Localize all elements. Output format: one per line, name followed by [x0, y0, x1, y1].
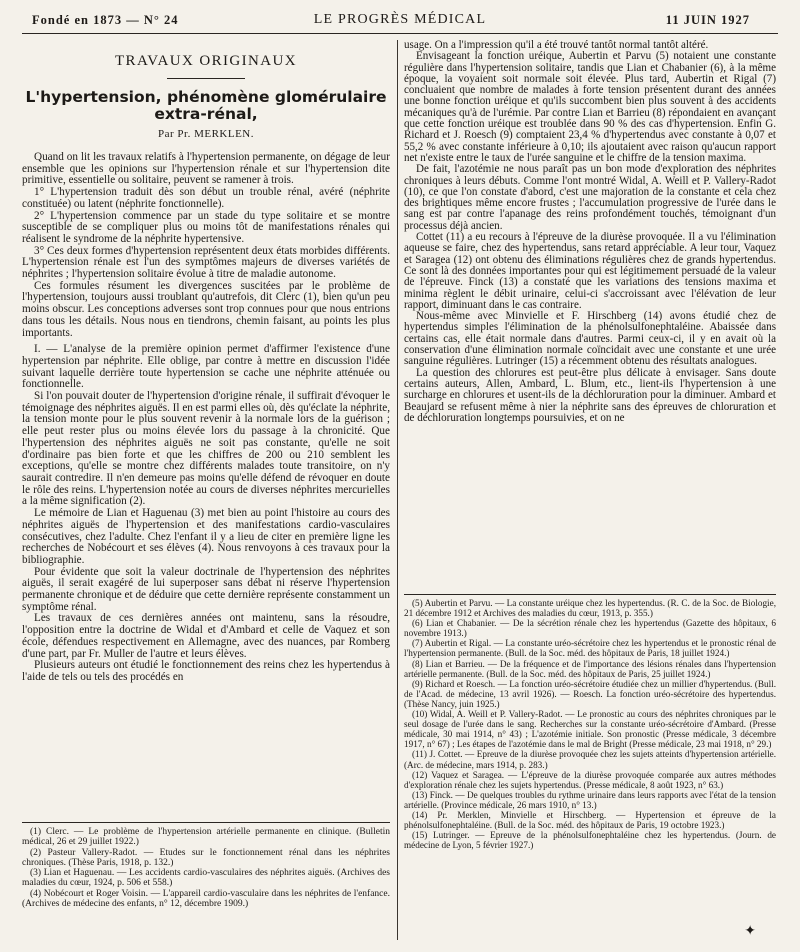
- left-footnotes: [22, 827, 390, 909]
- footnote: (15) Lutringer. — Epreuve de la phénolsulfonephtaléine chez les hypertendus. (Journ. de médecine de Lyon, 5 février 1927.): [404, 830, 776, 851]
- column-divider: [397, 40, 398, 940]
- paragraph: Le mémoire de Lian et Haguenau (3) met bien au point l'histoire au cours des néphrites aiguës de l'hypertension et des manifestations cardio-vasculaires consécutives, chez l'adulte. Chez l'enfant il y a lieu de citer en première ligne les recherches de Nobécourt et ses élèves (4). Nous renvoyons à ces travaux pour la bibliographie.: [22, 507, 390, 566]
- article-byline: Par Pr. MERKLEN.: [158, 128, 254, 140]
- paragraph: Pour évidente que soit la valeur doctrinale de l'hypertension des néphrites aiguës, il serait exagéré de lui superposer sans débat ni réserve l'hypertension permanente chronique et de déduire que cette dernière représente constamment un symptôme rénal.: [22, 565, 390, 613]
- paragraph: La question des chlorures est peut-être plus délicate à envisager. Sans doute certains auteurs, Allen, Ambard, L. Blum, etc., lient-ils l'hypertension à une surcharge en chlorures et usent-ils de la déchloruration pour la diminuer. Ambard et Beaujard se refusent même à nier la néphrite sans des épreuves de chloruration et de déchloruration longtemps poursuivies, et on ne: [404, 366, 776, 424]
- header-founded: Fondé en 1873 — N° 24: [32, 13, 179, 27]
- footnote: (13) Finck. — De quelques troubles du rythme urinaire dans leurs rapports avec l'état de la tension artérielle. (Province médicale, 26 mars 1910, n° 13.): [404, 789, 776, 810]
- paragraph: Nous-même avec Minvielle et F. Hirschberg (14) avons étudié chez de hypertendus simples l'élimination de la phénolsulfonephtaléine. Abaissée dans certains cas, elle était normale dans d'autres. Parmi ceux-ci, il y en avait où la conservation d'une élimination normale coïncidait avec une constante et une urée sanguine régulières. Lutringer (15) a récemment obtenu des résultats analogues.: [404, 310, 776, 368]
- paragraph: 2° L'hypertension commence par un stade du type solitaire et se montre susceptible de se compliquer plus ou moins tôt de manifestations rénales qui réalisent le syndrome de la néphrite hypertensive.: [22, 209, 390, 245]
- left-footnote-rule: [22, 822, 390, 823]
- footnote: (9) Richard et Roesch. — La fonction uréo-sécrétoire étudiée chez un millier d'hypertendus. (Bull. de l'Acad. de médecine, 13 avril 1926). — Roesch. La fonction uréo-sécrétoire des hypertendus. (Thèse Nancy, juin 1925.): [404, 678, 776, 709]
- page-header: [22, 10, 778, 32]
- footnote: (3) Lian et Haguenau. — Les accidents cardio-vasculaires des néphrites aiguës. (Archives des maladies du cœur, 1924, p. 506 et 558.): [22, 868, 390, 889]
- paragraph: Ces formules résument les divergences suscitées par le problème de l'hypertension, toujours aussi troublant qu'autrefois, dit Clerc (1), bien qu'un peu moins obscur. Les conceptions adverses sont trop connues pour que nous entrions dans tous les détails. Nous nous en tiendrons, chemin faisant, au points les plus importants.: [22, 279, 390, 339]
- header-date: 11 JUIN 1927: [665, 13, 750, 27]
- ornament-icon: ✦: [744, 924, 756, 939]
- paragraph: Si l'on pouvait douter de l'hypertension d'origine rénale, il suffirait d'évoquer le témoignage des néphrites aiguës. Il en est parmi elles où, dès qu'éclate la néphrite, la tension monte pour le plus souvent revenir à la normale lors de la guérison ; elle peut rester plus ou moins élevée lors du passage à la chronicité. Que l'hypertension des néphrites aiguës ne soit pas constante, qu'elle ne soit d'ordinaire pas bien forte et que les chiffres de 200 ou 210 semblent les exceptions, qu'elle se montre chez différents malades toute transitoire, on n'y saurait contredire. Il n'en demeure pas moins qu'elle défend de révoquer en doute le rôle des reins. L'hypertension notée au cours de diverses néphrites mercurielles a la même signification (2).: [22, 390, 390, 508]
- footnote: (4) Nobécourt et Roger Voisin. — L'appareil cardio-vasculaire dans les néphrites de l'enfance. (Archives de médecine des enfants, n° 12, décembre 1909.): [22, 888, 390, 910]
- header-journal-title: LE PROGRÈS MÉDICAL: [313, 12, 487, 27]
- paragraph: 1° L'hypertension traduit dès son début un trouble rénal, avéré (néphrite constituée) ou latent (néphrite fonctionnelle).: [22, 186, 390, 210]
- footnote: (1) Clerc. — Le problème de l'hypertension artérielle permanente en clinique. (Bulletin médical, 26 et 29 juillet 1922.): [22, 827, 390, 848]
- footnote: (12) Vaquez et Saragea. — L'épreuve de la diurèse provoquée comparée aux autres méthodes d'exploration rénale chez les sujets hypertendus. (Presse médicale, 8 août 1923, n° 63.): [404, 769, 776, 790]
- article-title: L'hypertension, phénomène glomérulaire extra-rénal,: [25, 88, 387, 123]
- paragraph: Envisageant la fonction uréique, Aubertin et Parvu (5) notaient une constante régulière dans l'hypertension solitaire, tandis que Lian et Chabanier (6), à la même époque, la voyaient soit normale soit élevée. Plus tard, Aubertin et Rigal (7) concluaient que nombre de malades à forte tension présentent durant des années une bonne fonction uréique et qu'ils succombent bien plus souvent à des accidents mécaniques qu'à de l'urémie. Par contre Lian et Barrieu (8) répondaient en avançant que cette fonction uréique est troublée dans 90 % des cas d'hypertension. Enfin G. Richard et J. Roesch (9) comptaient 23,4 % d'hypertendus avec constante à 0,07 et 55,2 % avec constante inférieure à 0,10; ils ajoutaient avec raison qu'aucun rapport net n'existe entre le taux de l'urée sanguine et le chiffre de la tension maxima.: [404, 50, 776, 164]
- footnote: (2) Pasteur Vallery-Radot. — Etudes sur le fonctionnement rénal dans les néphrites chroniques. (Thèse Paris, 1918, p. 132.): [22, 847, 390, 868]
- right-footnote-rule: [404, 594, 776, 595]
- paragraph: Plusieurs auteurs ont étudié le fonctionnement des reins chez les hypertendus à l'aide de tels ou tels des procédés en: [22, 659, 390, 683]
- header-rule: [22, 33, 778, 34]
- paragraph: Quand on lit les travaux relatifs à l'hypertension permanente, on dégage de leur ensemble que les opinions sur l'hypertension rénale et sur l'hypertension dite primitive, essentielle ou solitaire, peuvent se ramener à trois.: [22, 151, 390, 187]
- footnote: (14) Pr. Merklen, Minvielle et Hirschberg. — Hypertension et épreuve de la phénolsulfonephtaléine. (Bull. de la Soc. méd. des hôpitaux de Paris, 19 octobre 1923.): [404, 809, 776, 831]
- footnote: (10) Widal, A. Weill et P. Vallery-Radot. — Le pronostic au cours des néphrites chroniques par le seul dosage de l'urée dans le sang. Recherches sur la constante uréo-sécrétoire d'Ambard. (Presse médicale, 30 mai 1914, n° 43) ; L'azotémie initiale. Son pronostic (Presse médicale, 3 décembre 1917, n° 67) ; Les étapes de l'azotémie dans le mal de Bright (Presse médicale, 23 mai 1918, n° 29.): [404, 709, 776, 750]
- section-title: TRAVAUX ORIGINAUX: [114, 53, 297, 69]
- paragraph: I. — L'analyse de la première opinion permet d'affirmer l'existence d'une hypertension par néphrite. Elle oblige, par contre à mettre en discussion l'idée suivant laquelle derrière toute hypertension se cache une néphrite atténuée ou fonctionnelle.: [22, 343, 390, 391]
- footnote: (5) Aubertin et Parvu. — La constante uréique chez les hypertendus. (R. C. de la Soc. de Biologie, 21 décembre 1912 et Archives des maladies du cœur, 1913, p. 355.): [404, 598, 776, 619]
- footnote: (6) Lian et Chabanier. — De la sécrétion rénale chez les hypertendus (Gazette des hôpitaux, 6 novembre 1913.): [404, 618, 776, 639]
- paragraph: Les travaux de ces dernières années ont maintenu, sans la résoudre, l'opposition entre la doctrine de Widal et d'Ambard et celle de Vaquez et son école, défendues respectivement en Allemagne, avec des nuances, par Romberg d'une part, par Fr. Muller de l'autre et leurs élèves.: [22, 612, 390, 660]
- footnote: (8) Lian et Barrieu. — De la fréquence et de l'importance des lésions rénales dans l'hypertension artérielle permanente. (Bull. de la Soc. méd. des hôpitaux de Paris, 25 juillet 1924.): [404, 658, 776, 679]
- title-rule: [167, 78, 245, 79]
- paragraph: 3° Ces deux formes d'hypertension représentent deux états morbides différents. L'hypertension rénale est l'un des symptômes majeurs de diverses variétés de néphrites ; l'hypertension solitaire évolue à titre de maladie autonome.: [22, 244, 390, 281]
- paragraph: usage. On a l'impression qu'il a été trouvé tantôt normal tantôt altéré.: [404, 39, 709, 51]
- paragraph: Cottet (11) a eu recours à l'épreuve de la diurèse provoquée. Il a vu l'élimination aqueuse se faire, chez des hypertendus, sans retard appréciable. A leur tour, Vaquez et Saragea (12) ont obtenu des éliminations régulières chez de grands hypertendus. Ce sont là des données importantes pour qui est légitimement persuadé de la valeur de l'épreuve. Finck (13) a constaté que les variations des tensions maxima et minima règlent le débit urinaire, celui-ci s'accroissant avec l'élévation de leur rapport, diminuant dans le cas contraire.: [404, 231, 776, 311]
- footnote: (7) Aubertin et Rigal. — La constante uréo-sécrétoire chez les hypertendus et le pronostic rénal de l'hypertension permanente. (Bull. de la Soc. méd. des hôpitaux de Paris, 18 juillet 1924.): [404, 638, 776, 659]
- right-column: [404, 40, 776, 424]
- right-footnotes: [404, 598, 776, 850]
- footnote: (11) J. Cottet. — Epreuve de la diurèse provoquée chez les sujets atteints d'hypertension artérielle. (Arc. de médecine, mars 1914, p. 283.): [404, 749, 776, 770]
- left-column: [22, 40, 390, 684]
- paragraph: De fait, l'azotémie ne nous paraît pas un bon mode d'exploration des néphrites chroniques à leurs débuts. Comme l'ont montré Widal, A. Weill et P. Vallery-Radot (10), ce que l'on constate d'abord, c'est une majoration de la constante et cela chez des brightiques même encore frustes ; l'accumulation progressive de l'urée dans le sang est par contre l'apanage des reins profondément touchés, témoignant d'un processus déjà ancien.: [404, 163, 776, 232]
